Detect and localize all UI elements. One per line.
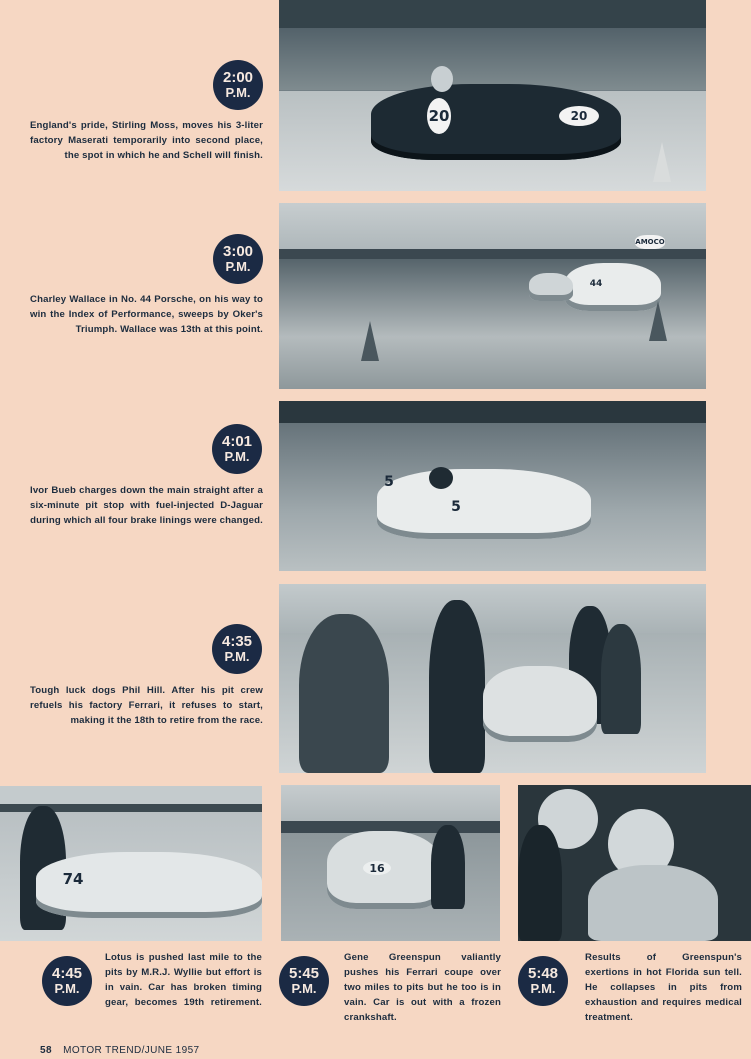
car-number-44: 44 (585, 277, 607, 291)
photo-moss-maserati (279, 0, 706, 191)
photo-lotus-pushed (0, 786, 262, 941)
time-value: 4:01 (221, 433, 253, 451)
time-badge-6 (279, 956, 329, 1006)
triumph-car (529, 273, 573, 301)
car-number-16: 16 (363, 861, 391, 875)
porsche-car (565, 263, 661, 311)
photo-greenspun-pushing (281, 785, 500, 941)
car-number-20-hood: 20 (559, 106, 599, 126)
time-badge-3 (212, 424, 262, 474)
caption-3pm: Charley Wallace in No. 44 Porsche, on his way to win the Index of Performance, sweeps by Oker's Triumph. Wallace was 13th at this point. (30, 294, 263, 335)
car-number-74: 74 (62, 870, 84, 888)
time-badge-1 (213, 60, 263, 110)
car-number-5: 5 (384, 474, 394, 490)
time-ampm: P.M. (225, 85, 251, 101)
publication-line: MOTOR TREND/JUNE 1957 (63, 1045, 200, 1056)
caption-545pm: Gene Greenspun valiantly pushes his Ferrari coupe over two miles to pits but he too is in vain. Car is out with a frozen crankshaft. (344, 952, 501, 1023)
amoco-sign: AMOCO (635, 235, 665, 249)
page-number: 58 (40, 1045, 52, 1056)
caption-401pm: Ivor Bueb charges down the main straight after a six-minute pit stop with fuel-injected D-Jaguar during which all four brake linings were changed. (30, 485, 263, 526)
time-value: 5:48 (527, 965, 559, 983)
page-footer (40, 1045, 200, 1056)
time-ampm: P.M. (225, 259, 251, 275)
time-badge-4 (212, 624, 262, 674)
time-value: 2:00 (222, 69, 254, 87)
time-badge-5 (42, 956, 92, 1006)
time-badge-7 (518, 956, 568, 1006)
jaguar-car (377, 469, 591, 539)
time-ampm: P.M. (224, 649, 250, 665)
caption-445pm: Lotus is pushed last mile to the pits by M.R.J. Wyllie but effort is in vain. Car has broken timing gear, becomes 19th retirement. (105, 952, 262, 1008)
caption-435pm: Tough luck dogs Phil Hill. After his pit crew refuels his factory Ferrari, it refuses to start, making it the 18th to retire from the race. (30, 685, 263, 726)
time-value: 3:00 (222, 243, 254, 261)
time-ampm: P.M. (224, 449, 250, 465)
photo-bueb-jaguar (279, 401, 706, 571)
photo-greenspun-collapse (518, 785, 751, 941)
time-ampm: P.M. (54, 981, 80, 997)
time-value: 4:45 (51, 965, 83, 983)
caption-2pm: England's pride, Stirling Moss, moves his 3-liter factory Maserati temporarily into second place, the spot in which he and Schell will finish. (30, 120, 263, 161)
time-badge-2 (213, 234, 263, 284)
ferrari-car (483, 666, 597, 742)
photo-wallace-porsche (279, 203, 706, 389)
photo-hill-ferrari (279, 584, 706, 773)
car-number-20: 20 (427, 98, 451, 134)
caption-548pm: Results of Greenspun's exertions in hot Florida sun tell. He collapses in pits from exhaustion and requires medical treatment. (585, 952, 742, 1023)
time-ampm: P.M. (530, 981, 556, 997)
time-value: 5:45 (288, 965, 320, 983)
time-value: 4:35 (221, 633, 253, 651)
time-ampm: P.M. (291, 981, 317, 997)
car-number-5-side: 5 (451, 499, 461, 515)
